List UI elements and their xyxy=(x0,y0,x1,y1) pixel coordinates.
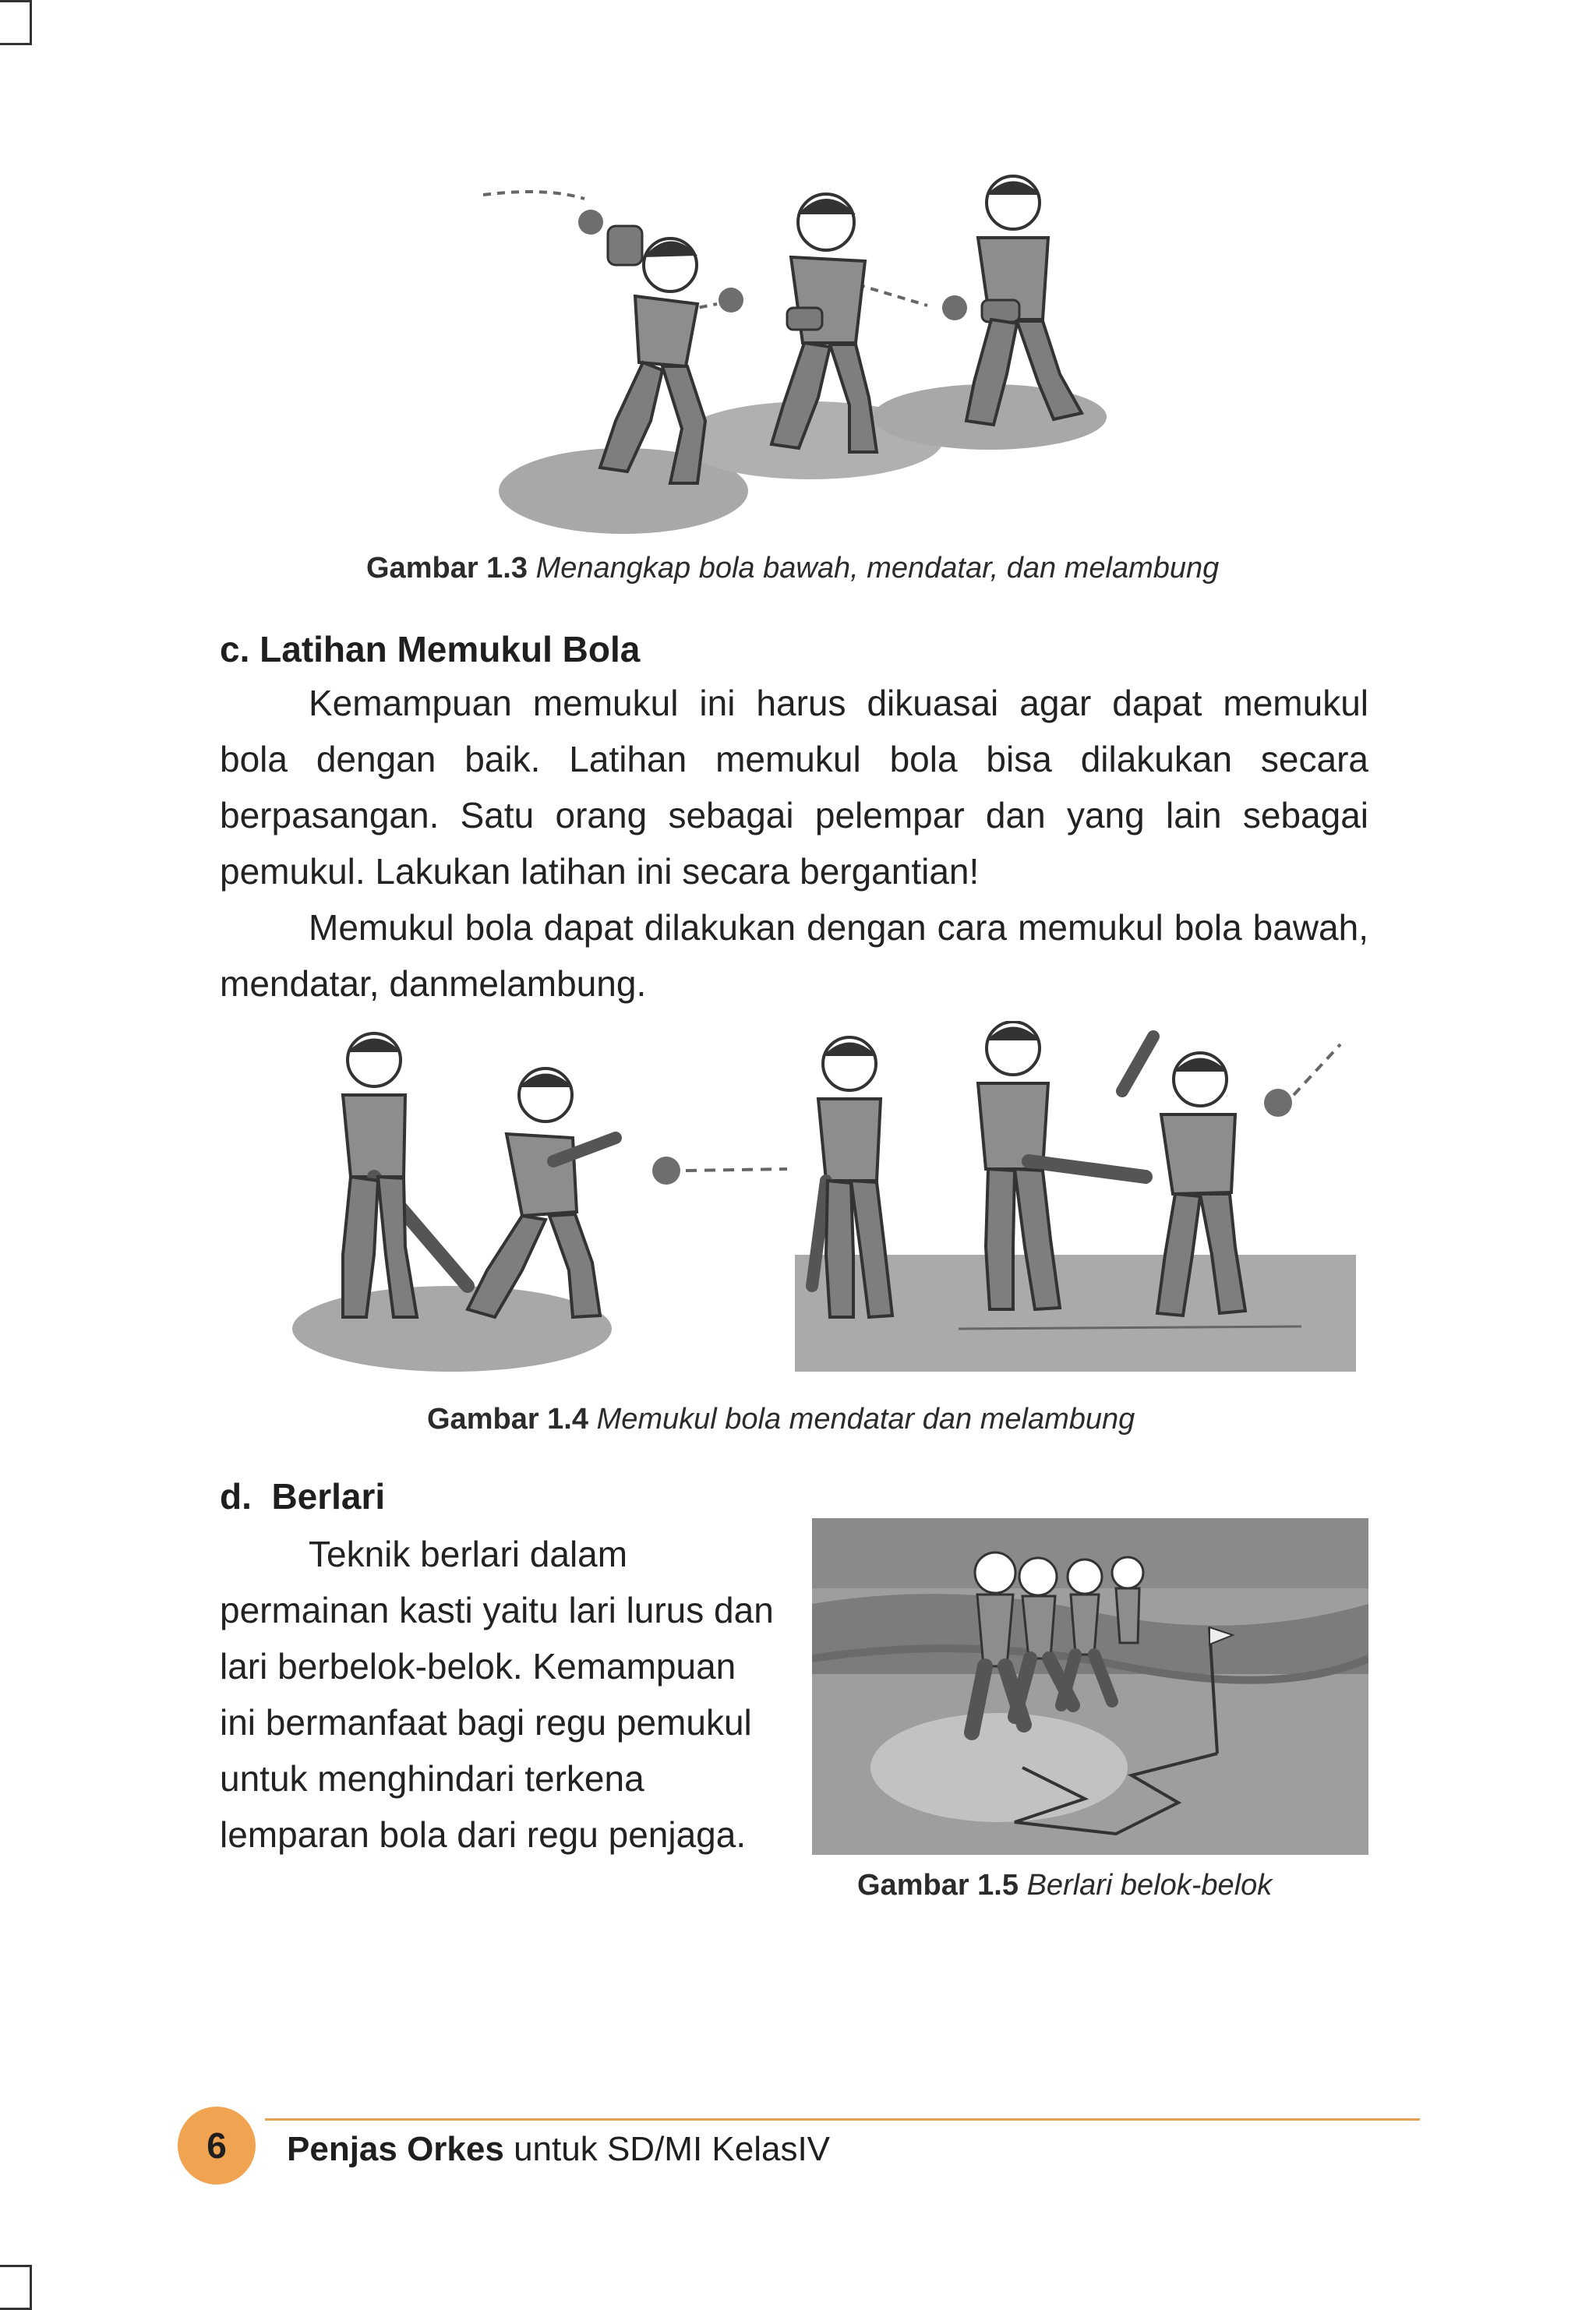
figure-1-3-label: Gambar 1.3 xyxy=(366,552,528,585)
footer-title-rest: untuk SD/MI KelasIV xyxy=(503,2130,831,2168)
footer-book-title xyxy=(287,2130,830,2169)
figure-1-5-illustration xyxy=(812,1518,1368,1855)
section-d-heading: d. Berlari xyxy=(220,1476,386,1517)
section-d-paragraph: Teknik berlari dalam permainan kasti yaitu lari lurus dan lari berbelok-belok. Kemampuan ini bermanfaat bagi regu pemukul untuk menghindari terkena lemparan bola dari regu penjaga. xyxy=(220,1534,774,1855)
section-c-paragraph-1: Kemampuan memukul ini harus dikuasai agar dapat memukul bola dengan baik. Latihan memukul bola bisa dilakukan secara berpasangan. Satu orang sebagai pelempar dan yang lain sebagai pemukul. Lakukan latihan ini secara bergantian! xyxy=(220,683,1368,892)
crop-mark-bottom xyxy=(0,2265,32,2310)
figure-1-5-caption-text: Berlari belok-belok xyxy=(1026,1869,1273,1902)
footer-rule xyxy=(265,2118,1420,2121)
figure-1-3-caption xyxy=(366,552,1219,585)
figure-1-3-caption-text: Menangkap bola bawah, mendatar, dan melambung xyxy=(535,552,1220,585)
footer-title-bold: Penjas Orkes xyxy=(287,2130,504,2168)
figure-1-4-caption xyxy=(427,1403,1135,1436)
figure-1-5-label: Gambar 1.5 xyxy=(857,1869,1019,1902)
figure-1-4-caption-text: Memukul bola mendatar dan melambung xyxy=(596,1403,1135,1436)
figure-1-4-illustration xyxy=(288,1021,1356,1379)
section-d-body xyxy=(220,1526,781,1863)
section-c-body xyxy=(220,675,1368,1012)
figure-1-3-illustration xyxy=(483,171,1130,538)
section-c-paragraph-2: Memukul bola dapat dilakukan dengan cara memukul bola bawah, mendatar, danmelambung. xyxy=(220,907,1368,1004)
figure-1-5-caption xyxy=(857,1869,1272,1902)
crop-mark-top xyxy=(0,0,32,45)
figure-1-4-label: Gambar 1.4 xyxy=(427,1403,588,1436)
page-number-badge: 6 xyxy=(178,2107,256,2185)
section-c-heading: c. Latihan Memukul Bola xyxy=(220,629,641,669)
